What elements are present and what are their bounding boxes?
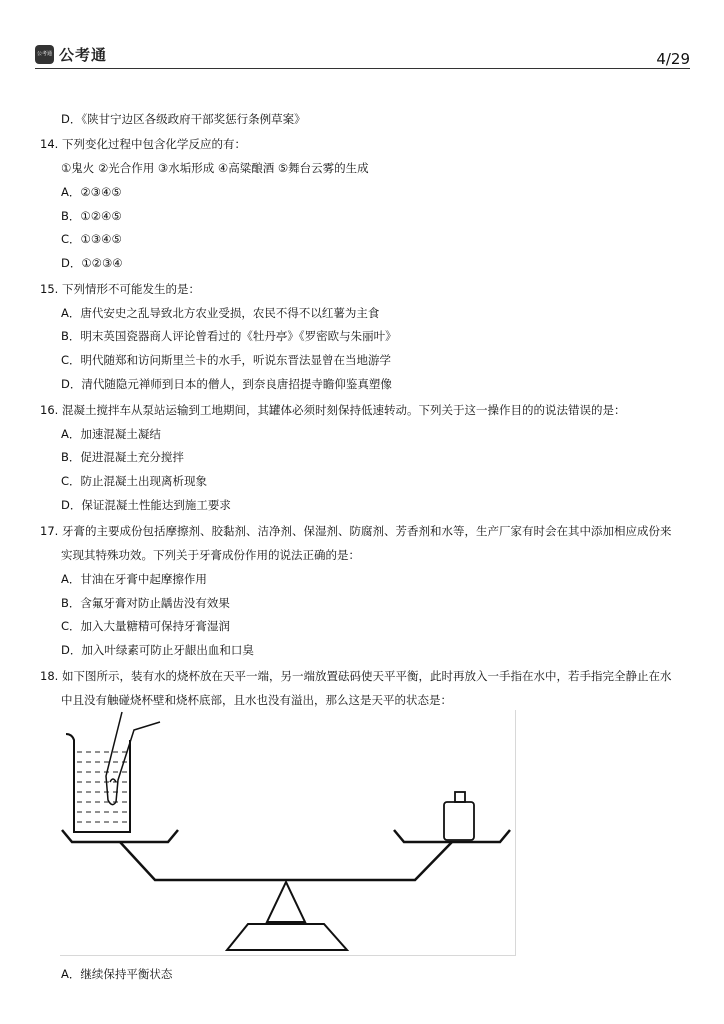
option-line: C．①③④⑤: [61, 232, 122, 246]
figure-border-right: [515, 710, 516, 956]
beaker-water: [77, 752, 128, 822]
option-line: A．②③④⑤: [61, 185, 122, 199]
continuation-line: 实现其特殊功效。下列关于牙膏成份作用的说法正确的是：: [61, 548, 360, 562]
option-line: ①鬼火 ②光合作用 ③水垢形成 ④高粱酿酒 ⑤舞台云雾的生成: [61, 161, 369, 175]
logo-badge-icon: 公考通: [35, 45, 54, 64]
option-line: B．含氟牙膏对防止龋齿没有效果: [61, 596, 230, 610]
weight: [444, 792, 474, 840]
option-line: D．清代随隐元禅师到日本的僧人，到奈良唐招提寺瞻仰鉴真塑像: [61, 377, 392, 391]
option-line: B．促进混凝土充分搅拌: [61, 450, 184, 464]
header-divider: [35, 68, 690, 69]
question-line: 14. 下列变化过程中包含化学反应的有：: [40, 137, 246, 151]
option-line: B．明末英国瓷器商人评论曾看过的《牡丹亭》《罗密欧与朱丽叶》: [61, 329, 397, 343]
option-line: C．防止混凝土出现离析现象: [61, 474, 208, 488]
figure-border-bottom: [60, 955, 516, 956]
option-line: D．加入叶绿素可防止牙龈出血和口臭: [61, 643, 254, 657]
question-line: 17. 牙膏的主要成份包括摩擦剂、胶黏剂、洁净剂、保湿剂、防腐剂、芳香剂和水等，生产厂家有时会在其中添加相应成份来: [40, 524, 672, 538]
option-line: A．继续保持平衡状态: [61, 967, 173, 981]
finger: [106, 712, 160, 805]
page-number: 4/29: [656, 50, 690, 68]
beaker: [66, 734, 130, 832]
option-line: A．甘油在牙膏中起摩擦作用: [61, 572, 207, 586]
balance-beam: [120, 842, 452, 880]
brand-logo: [35, 44, 107, 65]
balance-fulcrum: [267, 882, 305, 922]
balance-figure-svg: [60, 710, 516, 956]
continuation-line: 中且没有触碰烧杯壁和烧杯底部，且水也没有溢出，那么这是天平的状态是：: [61, 693, 452, 707]
brand-name: 公考通: [59, 46, 108, 64]
option-line: C．加入大量糖精可保持牙膏湿润: [61, 619, 231, 633]
option-line: D．①②③④: [61, 256, 123, 270]
balance-base: [227, 924, 347, 950]
option-line: C．明代随郑和访问斯里兰卡的水手，听说东晋法显曾在当地游学: [61, 353, 392, 367]
question-line: 15. 下列情形不可能发生的是：: [40, 282, 200, 296]
option-line: D．《陕甘宁边区各级政府干部奖惩行条例草案》: [61, 112, 306, 126]
question-line: 18. 如下图所示，装有水的烧杯放在天平一端，另一端放置砝码使天平平衡，此时再放入一手指在水中，若手指完全静止在水: [40, 669, 672, 683]
option-line: A．加速混凝土凝结: [61, 427, 161, 441]
question-line: 16. 混凝土搅拌车从泵站运输到工地期间，其罐体必须时刻保持低速转动。下列关于这一操作目的的说法错误的是：: [40, 403, 626, 417]
option-line: B．①②④⑤: [61, 209, 122, 223]
balance-diagram: [60, 710, 516, 956]
option-line: A．唐代安史之乱导致北方农业受损，农民不得不以红薯为主食: [61, 306, 380, 320]
option-line: D．保证混凝土性能达到施工要求: [61, 498, 231, 512]
page-header: [0, 0, 724, 70]
